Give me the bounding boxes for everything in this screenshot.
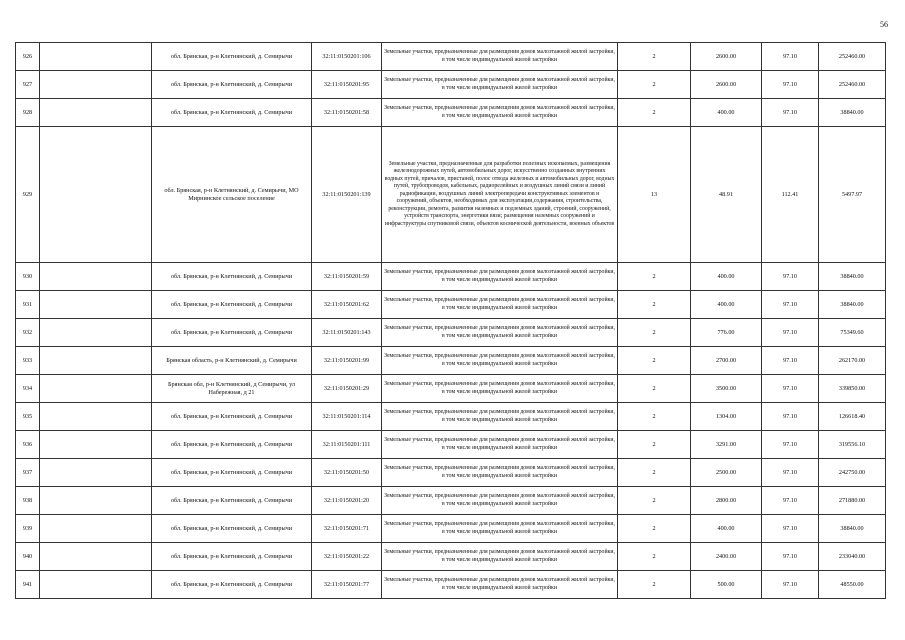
cell-area: 3500.00	[691, 375, 762, 403]
cell-area: 776.00	[691, 319, 762, 347]
empty-cell	[40, 515, 152, 543]
cell-cadastral: 32:11:0150201:106	[312, 43, 382, 71]
cell-purpose: Земельные участки, предназначенные для размещения домов малоэтажной жилой застройки, в том числе индивидуальной жилой застройки	[382, 375, 618, 403]
empty-cell	[40, 459, 152, 487]
cell-purpose: Земельные участки, предназначенные для размещения домов малоэтажной жилой застройки, в том числе индивидуальной жилой застройки	[382, 319, 618, 347]
cell-purpose: Земельные участки, предназначенные для размещения домов малоэтажной жилой застройки, в том числе индивидуальной жилой застройки	[382, 263, 618, 291]
cell-value: 339850.00	[819, 375, 886, 403]
cell-purpose: Земельные участки, предназначенные для размещения домов малоэтажной жилой застройки, в том числе индивидуальной жилой застройки	[382, 487, 618, 515]
cell-purpose: Земельные участки, предназначенные для размещения домов малоэтажной жилой застройки, в том числе индивидуальной жилой застройки	[382, 403, 618, 431]
cell-cadastral: 32:11:0150201:139	[312, 127, 382, 263]
cell-address: обл. Брянская, р-н Клетнянский, д. Семирычи	[152, 263, 312, 291]
cell-address: обл. Брянская, р-н Клетнянский, д. Семирычи	[152, 459, 312, 487]
cell-value: 38840.00	[819, 291, 886, 319]
cell-area: 48.91	[691, 127, 762, 263]
table-row	[16, 99, 886, 127]
cell-num: 931	[16, 291, 40, 319]
cell-cadastral: 32:11:0150201:111	[312, 431, 382, 459]
cell-area: 2400.00	[691, 543, 762, 571]
cell-address: обл. Брянская, р-н Клетнянский, д. Семирычи, МО Мирнинское сельское поселение	[152, 127, 312, 263]
cell-value: 242750.00	[819, 459, 886, 487]
cell-num: 937	[16, 459, 40, 487]
empty-cell	[40, 127, 152, 263]
cell-value: 319556.10	[819, 431, 886, 459]
empty-cell	[40, 319, 152, 347]
cell-address: обл. Брянская, р-н Клетнянский, д. Семирычи	[152, 43, 312, 71]
cell-category: 2	[618, 571, 691, 599]
cell-area: 3291.00	[691, 431, 762, 459]
cell-num: 936	[16, 431, 40, 459]
empty-cell	[40, 43, 152, 71]
cell-area: 400.00	[691, 263, 762, 291]
cell-area: 2700.00	[691, 347, 762, 375]
cell-value: 38840.00	[819, 99, 886, 127]
empty-cell	[40, 263, 152, 291]
land-registry-table	[15, 42, 886, 599]
empty-cell	[40, 99, 152, 127]
empty-cell	[40, 431, 152, 459]
cell-category: 2	[618, 319, 691, 347]
table-row	[16, 403, 886, 431]
cell-rate: 97.10	[762, 375, 819, 403]
cell-area: 2800.00	[691, 487, 762, 515]
cell-category: 2	[618, 431, 691, 459]
cell-num: 932	[16, 319, 40, 347]
cell-address: Брянская обл, р-н Клетнянский, д Семирычи, ул Набережная, д 21	[152, 375, 312, 403]
cell-num: 927	[16, 71, 40, 99]
cell-address: обл. Брянская, р-н Клетнянский, д. Семирычи	[152, 487, 312, 515]
table-row	[16, 431, 886, 459]
cell-num: 930	[16, 263, 40, 291]
cell-value: 5497.97	[819, 127, 886, 263]
cell-num: 935	[16, 403, 40, 431]
cell-category: 2	[618, 515, 691, 543]
cell-purpose: Земельные участки, предназначенные для размещения домов малоэтажной жилой застройки, в том числе индивидуальной жилой застройки	[382, 43, 618, 71]
cell-value: 252460.00	[819, 43, 886, 71]
table-body	[16, 43, 886, 599]
empty-cell	[40, 487, 152, 515]
cell-purpose: Земельные участки, предназначенные для размещения домов малоэтажной жилой застройки, в том числе индивидуальной жилой застройки	[382, 431, 618, 459]
cell-cadastral: 32:11:0150201:20	[312, 487, 382, 515]
cell-cadastral: 32:11:0150201:59	[312, 263, 382, 291]
cell-category: 13	[618, 127, 691, 263]
cell-rate: 97.10	[762, 319, 819, 347]
cell-rate: 97.10	[762, 571, 819, 599]
table-row	[16, 543, 886, 571]
cell-rate: 97.10	[762, 515, 819, 543]
cell-rate: 97.10	[762, 431, 819, 459]
cell-area: 500.00	[691, 571, 762, 599]
cell-category: 2	[618, 99, 691, 127]
empty-cell	[40, 403, 152, 431]
cell-purpose: Земельные участки, предназначенные для разработки полезных ископаемых, размещения железнодорожных путей, автомобильных дорог, искусственно созданных внутренних водных путей, причалов, пристаней, полос отвода железных и автомобильных дорог, водных путей, трубопроводов, кабельных, радиорелейных и воздушных линий связи и линий радиофикации, воздушных линий электропередачи конструктивных элементов и сооружений, объектов, необходимых для эксплуатации,содержания, строительства, реконструкции, ремонта, развития наземных и подземных зданий, строений, сооружений, устройств транспорта, энергетики вязи; размещения наземных сооружений и инфраструктуры спутниковой связи, объектов космической деятельности, военных объектов	[382, 127, 618, 263]
cell-area: 2500.00	[691, 459, 762, 487]
cell-num: 926	[16, 43, 40, 71]
cell-purpose: Земельные участки, предназначенные для размещения домов малоэтажной жилой застройки, в том числе индивидуальной жилой застройки	[382, 459, 618, 487]
empty-cell	[40, 347, 152, 375]
cell-num: 941	[16, 571, 40, 599]
table-row	[16, 127, 886, 263]
cell-area: 400.00	[691, 515, 762, 543]
cell-rate: 97.10	[762, 459, 819, 487]
cell-category: 2	[618, 291, 691, 319]
cell-rate: 97.10	[762, 291, 819, 319]
cell-value: 75349.60	[819, 319, 886, 347]
empty-cell	[40, 291, 152, 319]
cell-cadastral: 32:11:0150201:50	[312, 459, 382, 487]
empty-cell	[40, 375, 152, 403]
table-row	[16, 459, 886, 487]
cell-category: 2	[618, 43, 691, 71]
cell-cadastral: 32:11:0150201:114	[312, 403, 382, 431]
cell-cadastral: 32:11:0150201:62	[312, 291, 382, 319]
cell-rate: 97.10	[762, 543, 819, 571]
cell-purpose: Земельные участки, предназначенные для размещения домов малоэтажной жилой застройки, в том числе индивидуальной жилой застройки	[382, 291, 618, 319]
cell-address: обл. Брянская, р-н Клетнянский, д. Семирычи	[152, 71, 312, 99]
table-row	[16, 319, 886, 347]
cell-rate: 97.10	[762, 487, 819, 515]
cell-area: 2600.00	[691, 71, 762, 99]
cell-cadastral: 32:11:0150201:95	[312, 71, 382, 99]
cell-value: 48550.00	[819, 571, 886, 599]
cell-value: 233040.00	[819, 543, 886, 571]
cell-purpose: Земельные участки, предназначенные для размещения домов малоэтажной жилой застройки, в том числе индивидуальной жилой застройки	[382, 71, 618, 99]
table-row	[16, 71, 886, 99]
cell-num: 939	[16, 515, 40, 543]
cell-category: 2	[618, 403, 691, 431]
cell-category: 2	[618, 487, 691, 515]
table-row	[16, 43, 886, 71]
cell-category: 2	[618, 543, 691, 571]
cell-num: 934	[16, 375, 40, 403]
cell-address: обл. Брянская, р-н Клетнянский, д. Семирычи	[152, 515, 312, 543]
cell-rate: 97.10	[762, 403, 819, 431]
table-row	[16, 487, 886, 515]
cell-rate: 97.10	[762, 71, 819, 99]
cell-value: 38840.00	[819, 263, 886, 291]
cell-address: обл. Брянская, р-н Клетнянский, д. Семирычи	[152, 99, 312, 127]
cell-value: 38840.00	[819, 515, 886, 543]
cell-value: 252460.00	[819, 71, 886, 99]
cell-category: 2	[618, 71, 691, 99]
cell-address: Брянская область, р-н Клетнянский, д. Семирычи	[152, 347, 312, 375]
cell-cadastral: 32:11:0150201:22	[312, 543, 382, 571]
cell-area: 1304.00	[691, 403, 762, 431]
cell-category: 2	[618, 375, 691, 403]
cell-num: 940	[16, 543, 40, 571]
empty-cell	[40, 571, 152, 599]
cell-rate: 97.10	[762, 347, 819, 375]
table-row	[16, 291, 886, 319]
empty-cell	[40, 71, 152, 99]
table-row	[16, 347, 886, 375]
cell-area: 2600.00	[691, 43, 762, 71]
cell-address: обл. Брянская, р-н Клетнянский, д. Семирычи	[152, 403, 312, 431]
cell-cadastral: 32:11:0150201:29	[312, 375, 382, 403]
page-number: 56	[880, 20, 888, 29]
cell-address: обл. Брянская, р-н Клетнянский, д. Семирычи	[152, 291, 312, 319]
cell-address: обл. Брянская, р-н Клетнянский, д. Семирычи	[152, 571, 312, 599]
cell-num: 933	[16, 347, 40, 375]
cell-value: 271880.00	[819, 487, 886, 515]
empty-cell	[40, 543, 152, 571]
cell-num: 929	[16, 127, 40, 263]
cell-rate: 112.41	[762, 127, 819, 263]
cell-rate: 97.10	[762, 263, 819, 291]
cell-cadastral: 32:11:0150201:99	[312, 347, 382, 375]
cell-category: 2	[618, 459, 691, 487]
cell-area: 400.00	[691, 99, 762, 127]
cell-cadastral: 32:11:0150201:58	[312, 99, 382, 127]
cell-value: 262170.00	[819, 347, 886, 375]
cell-rate: 97.10	[762, 99, 819, 127]
cell-category: 2	[618, 263, 691, 291]
cell-address: обл. Брянская, р-н Клетнянский, д. Семирычи	[152, 319, 312, 347]
table-row	[16, 263, 886, 291]
table-row	[16, 571, 886, 599]
cell-purpose: Земельные участки, предназначенные для размещения домов малоэтажной жилой застройки, в том числе индивидуальной жилой застройки	[382, 99, 618, 127]
cell-area: 400.00	[691, 291, 762, 319]
cell-purpose: Земельные участки, предназначенные для размещения домов малоэтажной жилой застройки, в том числе индивидуальной жилой застройки	[382, 543, 618, 571]
cell-purpose: Земельные участки, предназначенные для размещения домов малоэтажной жилой застройки, в том числе индивидуальной жилой застройки	[382, 347, 618, 375]
cell-num: 938	[16, 487, 40, 515]
cell-rate: 97.10	[762, 43, 819, 71]
cell-cadastral: 32:11:0150201:143	[312, 319, 382, 347]
cell-purpose: Земельные участки, предназначенные для размещения домов малоэтажной жилой застройки, в том числе индивидуальной жилой застройки	[382, 515, 618, 543]
cell-cadastral: 32:11:0150201:71	[312, 515, 382, 543]
cell-num: 928	[16, 99, 40, 127]
table-row	[16, 515, 886, 543]
cell-purpose: Земельные участки, предназначенные для размещения домов малоэтажной жилой застройки, в том числе индивидуальной жилой застройки	[382, 571, 618, 599]
cell-category: 2	[618, 347, 691, 375]
cell-value: 126618.40	[819, 403, 886, 431]
table-row	[16, 375, 886, 403]
cell-address: обл. Брянская, р-н Клетнянский, д. Семирычи	[152, 431, 312, 459]
cell-address: обл. Брянская, р-н Клетнянский, д. Семирычи	[152, 543, 312, 571]
cell-cadastral: 32:11:0150201:77	[312, 571, 382, 599]
